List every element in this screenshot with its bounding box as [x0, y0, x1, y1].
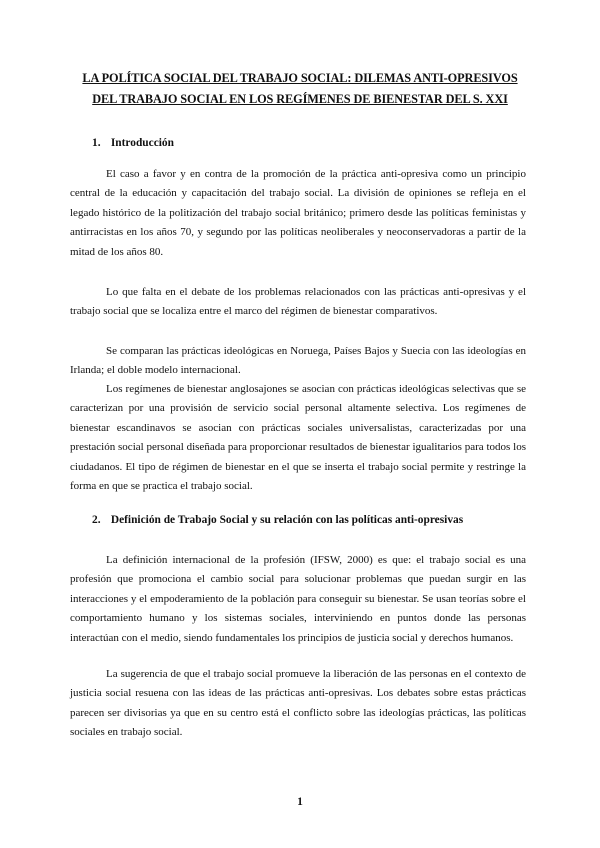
paragraph: La definición internacional de la profesión (IFSW, 2000) es que: el trabajo social es una profesión que promociona el cambio social para solucionar problemas que puedan surgir en las interacciones y el empoderamiento de la población para conseguir su bienestar. Se usan teorías sobre el comportamiento humano y los sistemas sociales, interviniendo en puntos donde las personas interactúan con el medio, siendo fundamentales los principios de justicia social y derechos humanos.: [70, 554, 526, 644]
paragraph: Los regímenes de bienestar anglosajones se asocian con prácticas ideológicas selectivas que se caracterizan por una provisión de servicio social personal altamente selectiva. Los regímenes de bienestar escandinavos se asocian con prácticas sociales universalistas, caracterizadas por una prestación social personal diseñada para proporcionar resultados de bienestar igualitarios para todos los ciudadanos. El tipo de régimen de bienestar en el que se inserta el trabajo social permite y restringe la forma en que se practica el trabajo social.: [70, 383, 526, 493]
page-number: 1: [297, 796, 303, 808]
section-2-number: 2.: [92, 514, 101, 526]
title-line-1: LA POLÍTICA SOCIAL DEL TRABAJO SOCIAL: DILEMAS ANTI-OPRESIVOS: [82, 71, 518, 85]
paragraph: La sugerencia de que el trabajo social promueve la liberación de las personas en el contexto de justicia social resuena con las ideas de las prácticas anti-opresivas. Los debates sobre estas prácticas parecen ser divisorias ya que en su centro está el conflicto sobre las ideologías prácticas, las políticas sociales en trabajo social.: [70, 668, 526, 739]
section-2-heading: [92, 514, 463, 526]
section-1-heading: [92, 137, 174, 149]
paragraph: El caso a favor y en contra de la promoción de la práctica anti-opresiva como un principio central de la educación y capacitación del trabajo social. La división de opiniones se refleja en el legado histórico de la politización del trabajo social británico; primero desde las políticas feministas y antirracistas en los años 70, y segundo por las políticas neoliberales y neoconservadoras a partir de la mitad de los años 80.: [70, 168, 526, 258]
section-1-number: 1.: [92, 137, 101, 149]
title-line-2: DEL TRABAJO SOCIAL EN LOS REGÍMENES DE BIENESTAR DEL S. XXI: [92, 92, 508, 106]
section-2-title: Definición de Trabajo Social y su relación con las políticas anti-opresivas: [110, 514, 464, 526]
paragraph: Lo que falta en el debate de los problemas relacionados con las prácticas anti-opresivas y el trabajo social que se localiza entre el marco del régimen de bienestar comparativos.: [70, 286, 526, 318]
section-1-title: Introducción: [110, 137, 174, 149]
document-title: [70, 68, 530, 110]
paragraph: Se comparan las prácticas ideológicas en Noruega, Países Bajos y Suecia con las ideologías en Irlanda; el doble modelo internacional.: [70, 345, 526, 377]
